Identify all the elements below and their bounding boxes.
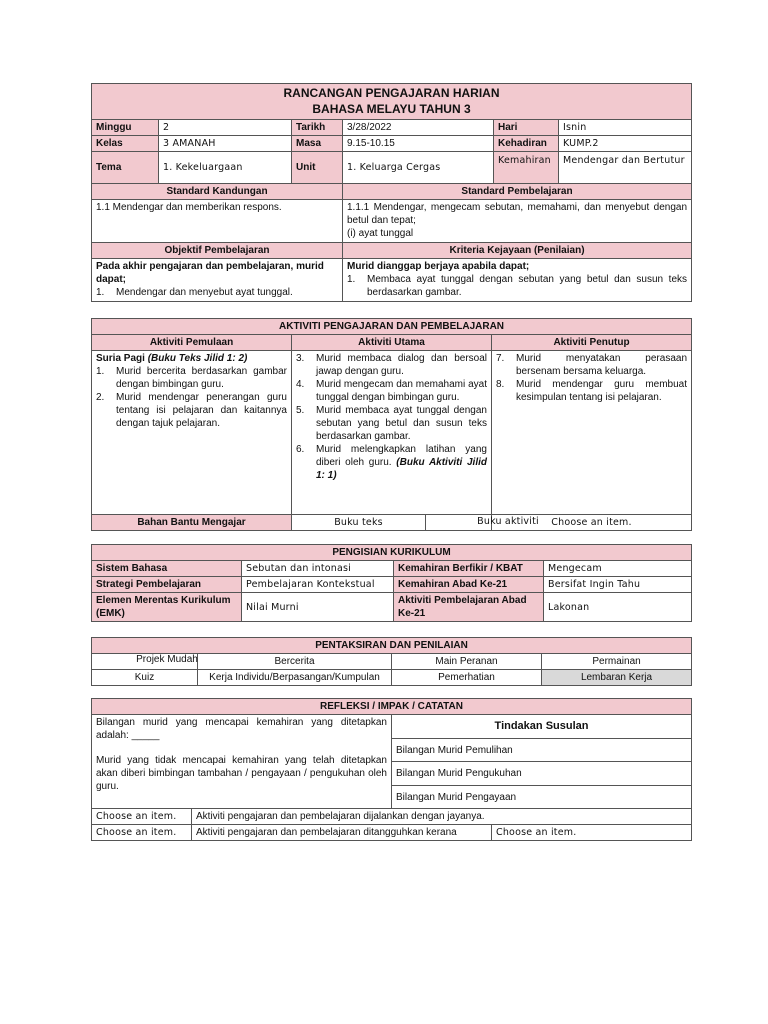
list-item: 4. Murid mengecam dan memahami ayat tunggal dengan bimbingan guru. [296,379,487,403]
refleksi-table [91,698,692,841]
pentaksiran-option-pemerhatian[interactable]: Pemerhatian [392,670,542,686]
tindakan-label: Tindakan Susulan [392,715,692,739]
kbat-label: Kemahiran Berfikir / KBAT [394,561,544,577]
tarikh-label: Tarikh [292,120,343,136]
pentaksiran-option-kerja[interactable]: Kerja Individu/Berpasangan/Kumpulan [198,670,392,686]
pentaksiran-option-main-peranan[interactable]: Main Peranan [392,654,542,670]
kemahiran-label: Kemahiran [494,152,559,184]
standard-pembelajaran-value[interactable]: 1.1.1 Mendengar, mengecam sebutan, memahami, dan menyebut dengan betul dan tepat; (i) ayat tunggal [343,200,692,243]
strategi-value[interactable]: Pembelajaran Kontekstual [242,577,394,593]
minggu-value[interactable]: 2 [159,120,292,136]
emk-value[interactable]: Nilai Murni [242,593,394,622]
abad-value[interactable]: Bersifat Ingin Tahu [544,577,692,593]
kurikulum-table [91,544,692,622]
list-item: 5. Murid membaca ayat tunggal dengan sebutan yang betul dan susun teks berdasarkan gambar. [296,405,487,442]
tema-label: Tema [92,152,159,184]
list-item: 1. Mendengar dan menyebut ayat tunggal. [96,287,293,298]
lesson-plan-table [91,83,692,302]
bbm-item-2[interactable]: Buku aktiviti [477,516,539,527]
kehadiran-value[interactable]: KUMP.2 [559,136,692,152]
hari-value[interactable]: Isnin [559,120,692,136]
list-item: 8. Murid mendengar guru membuat kesimpulan tentang isi pelajaran. [496,379,688,403]
tema-value[interactable]: 1. Kekeluargaan [159,152,292,184]
pentaksiran-option-kuiz[interactable]: Kuiz [92,670,198,686]
emk-label: Elemen Merentas Kurikulum (EMK) [92,593,242,622]
kriteria-value[interactable]: Murid dianggap berjaya apabila dapat; 1. Membaca ayat tunggal dengan sebutan yang betul dan susun teks berdasarkan gambar. [343,259,692,302]
pemulaan-label: Aktiviti Pemulaan [92,335,292,351]
kbat-value[interactable]: Mengecam [544,561,692,577]
list-item: 3. Murid membaca dialog dan bersoal jawap dengan guru. [296,353,487,377]
pengayaan-field[interactable]: Bilangan Murid Pengayaan [392,786,692,809]
objektif-label: Objektif Pembelajaran [92,243,343,259]
masa-label: Masa [292,136,343,152]
pentaksiran-option-permainan[interactable]: Permainan [542,654,692,670]
unit-label: Unit [292,152,343,184]
page-title: RANCANGAN PENGAJARAN HARIAN BAHASA MELAYU TAHUN 3 [92,84,692,120]
minggu-label: Minggu [92,120,159,136]
bbm-item-1[interactable]: Buku teks [292,515,426,531]
pengukuhan-field[interactable]: Bilangan Murid Pengukuhan [392,762,692,786]
pentaksiran-option-lembaran[interactable]: Lembaran Kerja [542,670,692,686]
objektif-value[interactable]: Pada akhir pengajaran dan pembelajaran, murid dapat; 1. Mendengar dan menyebut ayat tunggal. [92,259,343,302]
list-item: 1. Membaca ayat tunggal dengan sebutan yang betul dan susun teks berdasarkan gambar. [347,274,688,298]
bbm-item-3[interactable]: Choose an item. [492,515,692,531]
choose-item-2[interactable]: Choose an item. [92,825,192,841]
utama-content[interactable] [292,351,492,515]
list-item: 6. Murid melengkapkan latihan yang diberi oleh guru. (Buku Aktiviti Jilid 1: 1) [296,444,487,481]
status-text-1: Aktiviti pengajaran dan pembelajaran dijalankan dengan jayanya. [192,809,692,825]
kriteria-label: Kriteria Kejayaan (Penilaian) [343,243,692,259]
standard-kandungan-value[interactable]: 1.1 Mendengar dan memberikan respons. [92,200,343,243]
activities-table [91,318,692,531]
hari-label: Hari [494,120,559,136]
masa-value[interactable]: 9.15-10.15 [343,136,494,152]
pentaksiran-title: PENTAKSIRAN DAN PENILAIAN [92,638,692,654]
refleksi-left[interactable]: Bilangan murid yang mencapai kemahiran yang ditetapkan adalah: _____ Murid yang tidak mencapai kemahiran yang telah ditetapkan akan diberi bimbingan tambahan / pengayaan / pengukuhan oleh guru. [92,715,392,809]
list-item: 2. Murid mendengar penerangan guru tentang isi pelajaran dan kaitannya dengan tajuk pelajaran. [96,392,287,429]
choose-item-3[interactable]: Choose an item. [492,825,692,841]
kemahiran-value[interactable]: Mendengar dan Bertutur [559,152,692,184]
strategi-label: Strategi Pembelajaran [92,577,242,593]
list-item: 1. Murid bercerita berdasarkan gambar dengan bimbingan guru. [96,366,287,390]
status-text-2: Aktiviti pengajaran dan pembelajaran ditangguhkan kerana [192,825,492,841]
kehadiran-label: Kehadiran [494,136,559,152]
pemulihan-field[interactable]: Bilangan Murid Pemulihan [392,739,692,762]
choose-item-1[interactable]: Choose an item. [92,809,192,825]
activities-title: AKTIVITI PENGAJARAN DAN PEMBELAJARAN [92,319,692,335]
sistem-value[interactable]: Sebutan dan intonasi [242,561,394,577]
aktiviti-label: Aktiviti Pembelajaran Abad Ke-21 [394,593,544,622]
kurikulum-title: PENGISIAN KURIKULUM [92,545,692,561]
penutup-label: Aktiviti Penutup [492,335,692,351]
kelas-value[interactable]: 3 AMANAH [159,136,292,152]
standard-pembelajaran-label: Standard Pembelajaran [343,184,692,200]
pentaksiran-option-projek-label[interactable]: Projek Mudah [136,654,198,665]
unit-value[interactable]: 1. Keluarga Cergas [343,152,494,184]
refleksi-title: REFLEKSI / IMPAK / CATATAN [92,699,692,715]
kelas-label: Kelas [92,136,159,152]
utama-label: Aktiviti Utama [292,335,492,351]
pentaksiran-option-bercerita[interactable]: Bercerita [198,654,392,670]
bbm-label: Bahan Bantu Mengajar [92,515,292,531]
tarikh-value[interactable]: 3/28/2022 [343,120,494,136]
aktiviti-value[interactable]: Lakonan [544,593,692,622]
list-item: 7. Murid menyatakan perasaan bersenam bersama keluarga. [496,353,688,377]
pemulaan-content[interactable]: Suria Pagi (Buku Teks Jilid 1: 2) 1. Murid bercerita berdasarkan gambar dengan bimbingan guru. 2. Murid mendengar penerangan guru tentang isi pelajaran dan kaitannya dengan tajuk pelajaran. [92,351,292,515]
standard-kandungan-label: Standard Kandungan [92,184,343,200]
sistem-label: Sistem Bahasa [92,561,242,577]
abad-label: Kemahiran Abad Ke-21 [394,577,544,593]
penutup-content[interactable] [492,351,692,515]
